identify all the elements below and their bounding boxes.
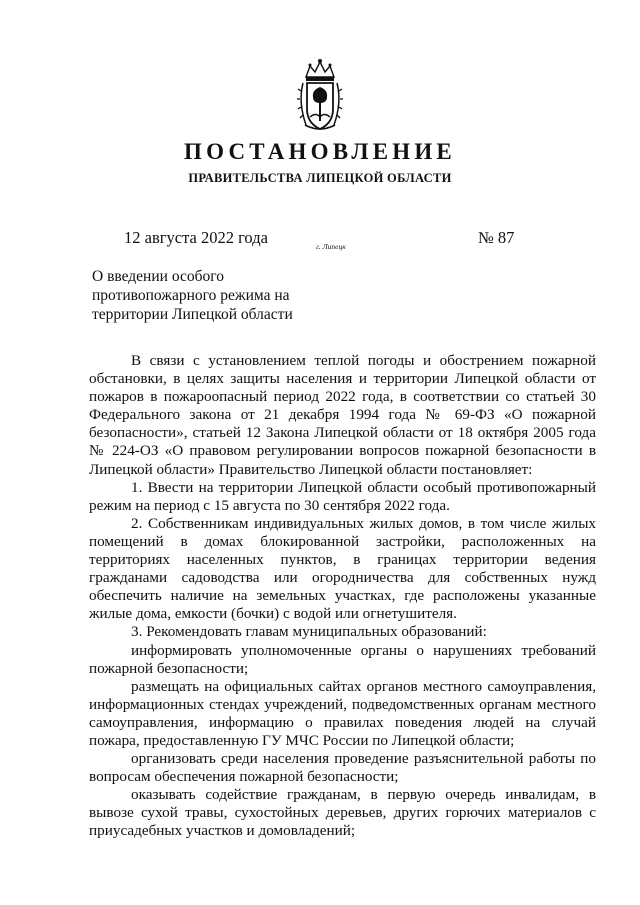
- document-subject: [92, 267, 312, 324]
- body-paragraph: 1. Ввести на территории Липецкой области особый противопожарный режим на период с 15 августа по 30 сентября 2022 года.: [89, 478, 596, 514]
- document-number: № 87: [478, 228, 515, 247]
- body-paragraph: информировать уполномоченные органы о нарушениях требований пожарной безопасности;: [89, 641, 596, 677]
- body-paragraph: 3. Рекомендовать главам муниципальных образований:: [131, 623, 487, 641]
- body-paragraph: организовать среди населения проведение разъяснительной работы по вопросам обеспечения пожарной безопасности;: [89, 750, 596, 786]
- body-paragraph: В связи с установлением теплой погоды и обострением пожарной обстановки, в целях защиты населения и территории Липецкой области от пожаров в пожароопасный период 2022 года, в соответствии со статьей 30 Федерального закона от 21 декабря 1994 года № 69-ФЗ «О пожарной безопасности», статьей 12 Закона Липецкой области от 18 октября 2005 года № 224-ОЗ «О правовом регулировании вопросов пожарной безопасности в Липецкой области» Правительство Липецкой области постановляет:: [89, 352, 596, 478]
- subject-line: О введении особого: [92, 268, 224, 285]
- document-title: ПОСТАНОВЛЕНИЕ: [184, 139, 456, 164]
- coat-of-arms-icon: [296, 57, 344, 135]
- subject-line: территории Липецкой области: [92, 306, 293, 323]
- document-body: [89, 352, 596, 841]
- subject-line: противопожарного режима на: [92, 287, 290, 304]
- body-paragraph: 2. Собственникам индивидуальных жилых домов, в том числе жилых помещений в домах блокированной застройки, расположенных на территориях населенных пунктов, в границах территории ведения гражданами садоводства или огородничества для собственных нужд обеспечить наличие на земельных участках, где расположены указанные жилые дома, емкости (бочки) с водой или огнетушителя.: [89, 514, 596, 623]
- body-paragraph: размещать на официальных сайтах органов местного самоуправления, информационных стендах учреждений, подведомственных органам местного самоуправления, информацию о правилах поведения людей на случай пожара, предоставленную ГУ МЧС России по Липецкой области;: [89, 677, 596, 749]
- body-paragraph: оказывать содействие гражданам, в первую очередь инвалидам, в вывозе сухой травы, сухостойных деревьев, других горючих материалов с приусадебных участков и домовладений;: [89, 786, 596, 840]
- document-subtitle: ПРАВИТЕЛЬСТВА ЛИПЕЦКОЙ ОБЛАСТИ: [188, 171, 452, 185]
- document-city: г. Липецк: [316, 242, 346, 251]
- document-date: 12 августа 2022 года: [124, 228, 268, 247]
